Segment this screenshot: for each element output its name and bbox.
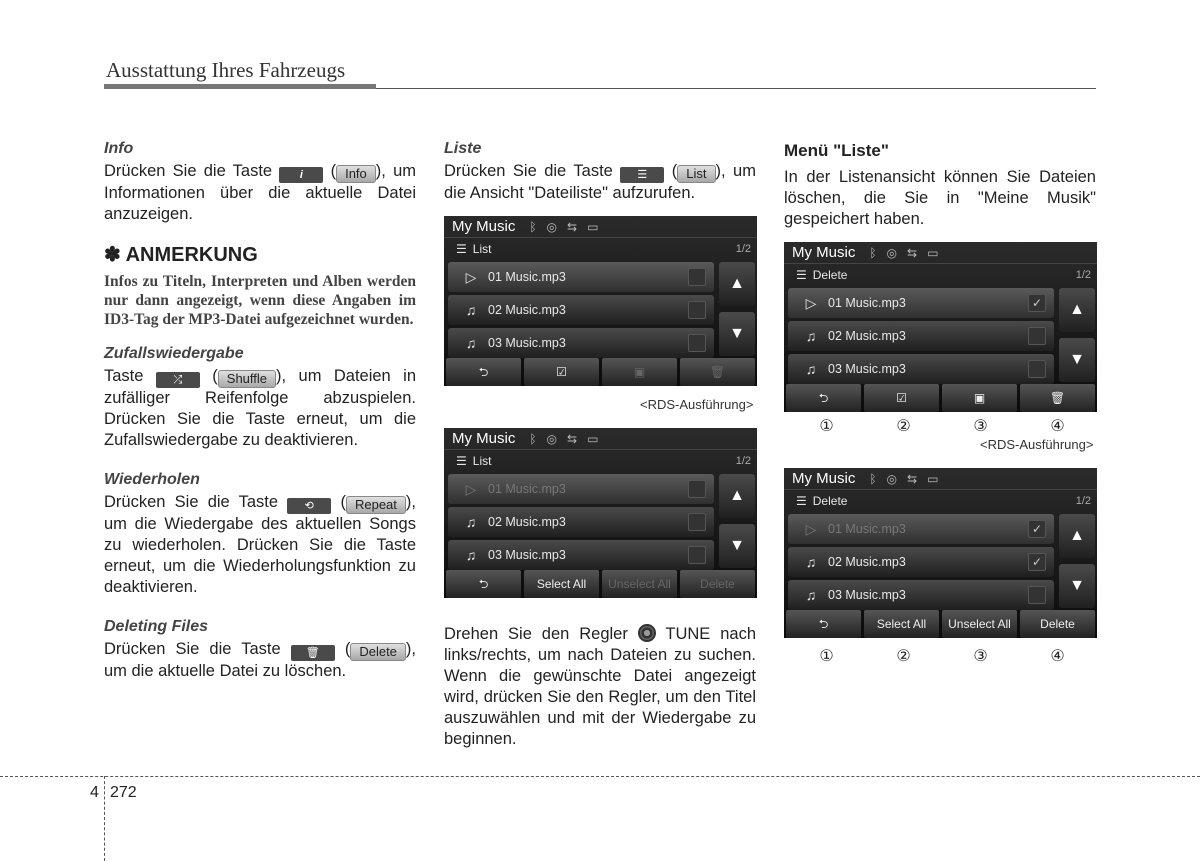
callout-numbers-a bbox=[788, 416, 1096, 436]
file-checkbox[interactable] bbox=[1028, 360, 1046, 378]
music-note-icon: ♫ bbox=[465, 547, 477, 563]
file-checkbox[interactable] bbox=[688, 513, 706, 531]
column-middle bbox=[444, 138, 756, 204]
info-paragraph: Drücken Sie die Taste i ( Info ), um Informationen über die aktuelle Datei anzuzeigen. bbox=[104, 162, 416, 223]
select-all-button[interactable]: Select All bbox=[864, 610, 939, 638]
file-name: 02 Music.mp3 bbox=[488, 515, 566, 529]
shuffle-heading: Zufallswiedergabe bbox=[104, 345, 244, 362]
menu-list-heading: Menü "Liste" bbox=[784, 141, 889, 160]
screen-list-body bbox=[784, 512, 1097, 610]
file-row[interactable] bbox=[448, 540, 714, 570]
file-checkbox[interactable] bbox=[688, 334, 706, 352]
info-text-pre: Drücken Sie die Taste bbox=[104, 162, 273, 180]
back-button[interactable]: ⮌ bbox=[446, 358, 521, 386]
callout-2: ② bbox=[896, 648, 911, 665]
screen-subbar bbox=[444, 238, 757, 260]
callout-numbers-b bbox=[788, 646, 1096, 666]
page-number: 272 bbox=[110, 784, 137, 801]
delete-icon-button[interactable]: 🗑 bbox=[1020, 384, 1095, 412]
trash-key-icon: 🗑 bbox=[291, 645, 335, 661]
screen-list-body bbox=[444, 472, 757, 570]
screen-topbar bbox=[444, 428, 757, 450]
callout-3: ③ bbox=[973, 418, 988, 435]
chapter-number: 4 bbox=[90, 784, 99, 801]
file-name: 03 Music.mp3 bbox=[828, 362, 906, 376]
file-row[interactable] bbox=[448, 262, 714, 292]
bluetooth-icon: ᛒ bbox=[529, 431, 537, 446]
file-name: 03 Music.mp3 bbox=[488, 548, 566, 562]
repeat-key-icon: ⟲ bbox=[287, 498, 331, 514]
screen-app-title: My Music bbox=[792, 470, 856, 487]
file-name: 01 Music.mp3 bbox=[828, 522, 906, 536]
battery-icon: ▭ bbox=[927, 471, 939, 486]
shuffle-paragraph: Taste ⤮ ( Shuffle ), um Dateien in zufälliger Reifenfolge abzuspielen. Drücken Sie die Taste erneut, um die Zufallswiedergabe zu deaktivieren. bbox=[104, 367, 416, 449]
callout-1: ① bbox=[819, 418, 834, 435]
repeat-paragraph: Drücken Sie die Taste ⟲ ( Repeat ), um die Wiedergabe des aktuellen Songs zu wiederholen. Drücken Sie die Taste erneut, um die Wiederholungsfunktion zu deaktivieren. bbox=[104, 493, 416, 596]
back-button[interactable]: ⮌ bbox=[786, 384, 861, 412]
screen-caption: <RDS-Ausführung> bbox=[980, 437, 1094, 452]
screen-mode-label: Delete bbox=[812, 494, 848, 508]
music-note-icon: ♫ bbox=[465, 335, 477, 351]
file-row[interactable] bbox=[448, 295, 714, 325]
play-icon: ▷ bbox=[805, 294, 817, 311]
menu-list-paragraph: In der Listenansicht können Sie Dateien löschen, die Sie in "Meine Musik" gespeichert haben. bbox=[784, 168, 1096, 228]
screen-bottom-bar bbox=[444, 570, 757, 598]
file-row[interactable] bbox=[788, 580, 1054, 610]
bluetooth-icon: ᛒ bbox=[869, 245, 877, 260]
header-rule bbox=[376, 88, 1096, 89]
file-checkbox[interactable] bbox=[1028, 327, 1046, 345]
info-tag: Info bbox=[336, 165, 376, 183]
delete-icon-button[interactable]: 🗑 bbox=[680, 358, 755, 386]
screen-page-indicator: 1/2 bbox=[1075, 495, 1091, 507]
music-note-icon: ♫ bbox=[805, 328, 817, 344]
delete-button[interactable]: Delete bbox=[680, 570, 755, 598]
usb-icon: ⇆ bbox=[907, 471, 918, 486]
back-button[interactable]: ⮌ bbox=[786, 610, 861, 638]
list-key-icon: ☰ bbox=[620, 167, 664, 183]
repeat-text-pre: Drücken Sie die Taste bbox=[104, 493, 279, 511]
screen-page-indicator: 1/2 bbox=[735, 243, 751, 255]
play-icon: ▷ bbox=[465, 480, 477, 497]
scroll-down-button[interactable]: ▼ bbox=[1059, 564, 1095, 608]
scroll-down-button[interactable]: ▼ bbox=[1059, 338, 1095, 382]
note-text: Infos zu Titeln, Interpreten und Alben werden nur dann angezeigt, wenn diese Angaben im ID3-Tag der MP3-Datei aufgezeichnet wurden. bbox=[104, 273, 416, 328]
repeat-heading: Wiederholen bbox=[104, 471, 200, 488]
bluetooth-icon: ᛒ bbox=[529, 219, 537, 234]
file-checkbox-checked[interactable]: ✓ bbox=[1028, 294, 1046, 312]
list-heading: Liste bbox=[444, 140, 482, 157]
screen-subbar bbox=[784, 264, 1097, 286]
note-heading: ✽ ANMERKUNG bbox=[104, 244, 258, 266]
delete-tag: Delete bbox=[350, 643, 406, 661]
file-row[interactable] bbox=[448, 328, 714, 358]
screen-mode-label: List bbox=[472, 242, 492, 256]
list-paragraph: Drücken Sie die Taste ☰ ( List ), um die Ansicht "Dateiliste" aufzurufen. bbox=[444, 162, 756, 202]
disc-icon: ◎ bbox=[546, 219, 558, 234]
screen-bottom-bar bbox=[444, 358, 757, 386]
screen-mode-label: Delete bbox=[812, 268, 848, 282]
unselect-all-button[interactable]: Unselect All bbox=[602, 570, 677, 598]
screen-delete-b bbox=[784, 468, 1097, 638]
shuffle-text-pre: Taste bbox=[104, 367, 144, 385]
delete-button[interactable]: Delete bbox=[1020, 610, 1095, 638]
usb-icon: ⇆ bbox=[567, 431, 578, 446]
tune-paragraph bbox=[444, 624, 756, 750]
column-right bbox=[784, 138, 1096, 230]
screen-app-title: My Music bbox=[452, 430, 516, 447]
screen-app-title: My Music bbox=[452, 218, 516, 235]
screen-page-indicator: 1/2 bbox=[735, 455, 751, 467]
screen-subbar bbox=[784, 490, 1097, 512]
file-name: 01 Music.mp3 bbox=[488, 482, 566, 496]
file-name: 03 Music.mp3 bbox=[828, 588, 906, 602]
disc-icon: ◎ bbox=[886, 471, 898, 486]
delete-text-post: ), um die aktuelle Datei zu löschen. bbox=[104, 640, 416, 680]
file-checkbox-checked[interactable]: ✓ bbox=[1028, 520, 1046, 538]
tune-knob-icon bbox=[638, 624, 656, 642]
screen-page-indicator: 1/2 bbox=[1075, 269, 1091, 281]
list-icon: ☰ bbox=[456, 242, 467, 256]
delete-heading: Deleting Files bbox=[104, 618, 209, 635]
music-note-icon: ♫ bbox=[465, 302, 477, 318]
scroll-up-button[interactable]: ▲ bbox=[719, 262, 755, 306]
repeat-tag: Repeat bbox=[346, 496, 406, 514]
info-key-icon: i bbox=[279, 167, 323, 183]
usb-icon: ⇆ bbox=[907, 245, 918, 260]
file-row[interactable] bbox=[788, 514, 1054, 544]
file-checkbox-checked[interactable]: ✓ bbox=[1028, 553, 1046, 571]
scroll-down-button[interactable]: ▼ bbox=[719, 312, 755, 356]
footer-rule bbox=[0, 776, 1200, 777]
unselect-all-button[interactable]: Unselect All bbox=[942, 610, 1017, 638]
screen-list-a bbox=[444, 216, 757, 386]
select-all-icon-button[interactable]: ☑ bbox=[524, 358, 599, 386]
callout-4: ④ bbox=[1050, 648, 1065, 665]
music-note-icon: ♫ bbox=[805, 587, 817, 603]
file-checkbox[interactable] bbox=[688, 268, 706, 286]
tune-text-pre: Drehen Sie den Regler bbox=[444, 625, 628, 643]
screen-topbar bbox=[784, 468, 1097, 490]
file-checkbox[interactable] bbox=[688, 480, 706, 498]
scroll-up-button[interactable]: ▲ bbox=[719, 474, 755, 518]
file-name: 01 Music.mp3 bbox=[488, 270, 566, 284]
battery-icon: ▭ bbox=[927, 245, 939, 260]
unselect-all-icon-button[interactable]: ▣ bbox=[602, 358, 677, 386]
disc-icon: ◎ bbox=[886, 245, 898, 260]
music-note-icon: ♫ bbox=[805, 554, 817, 570]
file-row[interactable] bbox=[448, 474, 714, 504]
file-name: 02 Music.mp3 bbox=[828, 329, 906, 343]
screen-mode-label: List bbox=[472, 454, 492, 468]
file-row[interactable] bbox=[788, 547, 1054, 577]
info-text-post: ), um Informationen über die aktuelle Datei anzuzeigen. bbox=[104, 162, 416, 223]
select-all-icon-button[interactable]: ☑ bbox=[864, 384, 939, 412]
file-checkbox[interactable] bbox=[688, 301, 706, 319]
list-text-post: ), um die Ansicht "Dateiliste" aufzurufen. bbox=[444, 162, 756, 202]
usb-icon: ⇆ bbox=[567, 219, 578, 234]
file-name: 01 Music.mp3 bbox=[828, 296, 906, 310]
file-checkbox[interactable] bbox=[688, 546, 706, 564]
screen-caption: <RDS-Ausführung> bbox=[640, 397, 754, 412]
callout-1: ① bbox=[819, 648, 834, 665]
back-button[interactable]: ⮌ bbox=[446, 570, 521, 598]
file-name: 02 Music.mp3 bbox=[828, 555, 906, 569]
screen-bottom-bar bbox=[784, 610, 1097, 638]
footer-divider bbox=[104, 776, 105, 861]
shuffle-text-post: ), um Dateien in zufälliger Reifenfolge abzuspielen. Drücken Sie die Taste erneut, um die Zufallswiedergabe zu deaktivieren. bbox=[104, 367, 416, 449]
column-left bbox=[104, 138, 416, 682]
callout-3: ③ bbox=[973, 648, 988, 665]
shuffle-key-icon: ⤮ bbox=[156, 372, 200, 388]
battery-icon: ▭ bbox=[587, 219, 599, 234]
header-bar bbox=[104, 84, 376, 89]
screen-list-b bbox=[444, 428, 757, 598]
list-tag: List bbox=[677, 165, 715, 183]
bluetooth-icon: ᛒ bbox=[869, 471, 877, 486]
screen-delete-a bbox=[784, 242, 1097, 412]
shuffle-tag: Shuffle bbox=[218, 370, 276, 388]
file-row[interactable] bbox=[788, 321, 1054, 351]
music-note-icon: ♫ bbox=[465, 514, 477, 530]
select-all-button[interactable]: Select All bbox=[524, 570, 599, 598]
scroll-up-button[interactable]: ▲ bbox=[1059, 288, 1095, 332]
tune-text-post: TUNE nach links/rechts, um nach Dateien zu suchen. Wenn die gewünschte Datei angezeigt wird, drücken Sie den Regler, um den Titel auszuwählen und mit der Wiedergabe zu beginnen. bbox=[444, 625, 756, 748]
info-heading: Info bbox=[104, 140, 134, 157]
screen-topbar bbox=[444, 216, 757, 238]
screen-subbar bbox=[444, 450, 757, 472]
list-text-pre: Drücken Sie die Taste bbox=[444, 162, 613, 180]
screen-list-body bbox=[444, 260, 757, 358]
file-row[interactable] bbox=[788, 354, 1054, 384]
callout-2: ② bbox=[896, 418, 911, 435]
file-checkbox[interactable] bbox=[1028, 586, 1046, 604]
unselect-all-icon-button[interactable]: ▣ bbox=[942, 384, 1017, 412]
file-row[interactable] bbox=[788, 288, 1054, 318]
file-name: 02 Music.mp3 bbox=[488, 303, 566, 317]
play-icon: ▷ bbox=[805, 520, 817, 537]
play-icon: ▷ bbox=[465, 268, 477, 285]
repeat-text-post: ), um die Wiedergabe des aktuellen Songs zu wiederholen. Drücken Sie die Taste erneut, um die Wiederholungsfunktion zu deaktivieren. bbox=[104, 493, 416, 596]
battery-icon: ▭ bbox=[587, 431, 599, 446]
list-icon: ☰ bbox=[796, 494, 807, 508]
delete-text-pre: Drücken Sie die Taste bbox=[104, 640, 281, 658]
file-row[interactable] bbox=[448, 507, 714, 537]
list-icon: ☰ bbox=[796, 268, 807, 282]
callout-4: ④ bbox=[1050, 418, 1065, 435]
file-name: 03 Music.mp3 bbox=[488, 336, 566, 350]
music-note-icon: ♫ bbox=[805, 361, 817, 377]
screen-list-body bbox=[784, 286, 1097, 384]
list-icon: ☰ bbox=[456, 454, 467, 468]
scroll-up-button[interactable]: ▲ bbox=[1059, 514, 1095, 558]
screen-app-title: My Music bbox=[792, 244, 856, 261]
disc-icon: ◎ bbox=[546, 431, 558, 446]
scroll-down-button[interactable]: ▼ bbox=[719, 524, 755, 568]
screen-topbar bbox=[784, 242, 1097, 264]
delete-paragraph: Drücken Sie die Taste 🗑 ( Delete ), um die aktuelle Datei zu löschen. bbox=[104, 640, 416, 680]
screen-bottom-bar bbox=[784, 384, 1097, 412]
page-header-title: Ausstattung Ihres Fahrzeugs bbox=[106, 58, 346, 82]
